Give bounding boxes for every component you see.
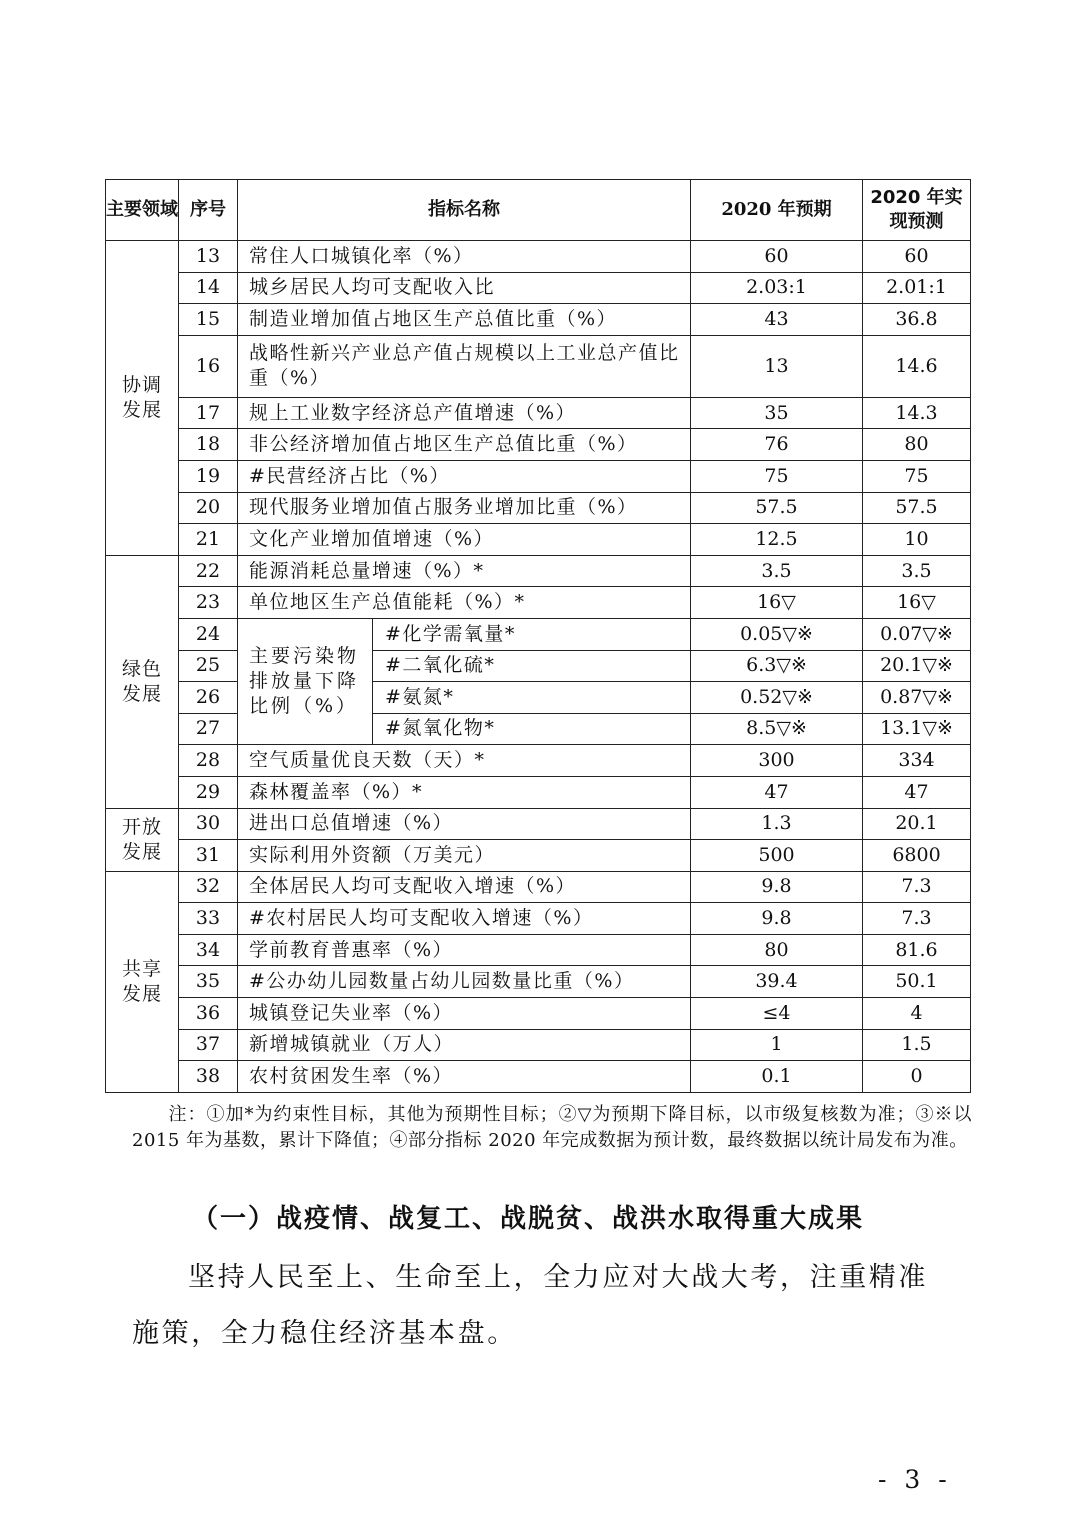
target-cell: 9.8 [691, 903, 863, 935]
seq-cell: 38 [179, 1061, 238, 1093]
target-cell: 57.5 [691, 492, 863, 524]
seq-cell: 34 [179, 934, 238, 966]
name-cell: 单位地区生产总值能耗（%）* [238, 587, 691, 619]
seq-cell: 23 [179, 587, 238, 619]
name-cell: 常住人口城镇化率（%） [238, 241, 691, 273]
table-row [106, 998, 971, 1030]
seq-cell: 27 [179, 713, 238, 745]
table-row [106, 808, 971, 840]
seq-cell: 20 [179, 492, 238, 524]
target-cell: 6.3▽※ [691, 650, 863, 682]
name-cell: 规上工业数字经济总产值增速（%） [238, 397, 691, 429]
seq-cell: 24 [179, 618, 238, 650]
name-cell: 全体居民人均可支配收入增速（%） [238, 871, 691, 903]
actual-cell: 60 [863, 241, 971, 273]
seq-cell: 31 [179, 840, 238, 872]
page-number: - 3 - [878, 1465, 952, 1494]
seq-cell: 25 [179, 650, 238, 682]
table-row [106, 241, 971, 273]
seq-cell: 18 [179, 429, 238, 461]
group-label-cell: 主要污染物排放量下降比例（%） [238, 618, 373, 744]
target-cell: 39.4 [691, 966, 863, 998]
target-cell: 80 [691, 934, 863, 966]
area-cell: 绿色发展 [106, 555, 179, 808]
table-row [106, 460, 971, 492]
actual-cell: 334 [863, 745, 971, 777]
target-cell: 0.05▽※ [691, 618, 863, 650]
target-cell: 12.5 [691, 524, 863, 556]
table-row [106, 776, 971, 808]
actual-cell: 75 [863, 460, 971, 492]
area-cell: 共享发展 [106, 871, 179, 1092]
name-cell: #二氧化硫* [373, 650, 691, 682]
table-row [106, 903, 971, 935]
target-cell: 500 [691, 840, 863, 872]
seq-cell: 14 [179, 272, 238, 304]
table-row [106, 1061, 971, 1093]
name-cell: 战略性新兴产业总产值占规模以上工业总产值比重（%） [238, 335, 691, 397]
actual-cell: 0 [863, 1061, 971, 1093]
actual-cell: 47 [863, 776, 971, 808]
table-row [106, 650, 971, 682]
actual-cell: 10 [863, 524, 971, 556]
actual-cell: 7.3 [863, 871, 971, 903]
name-cell: 新增城镇就业（万人） [238, 1029, 691, 1061]
target-cell: 13 [691, 335, 863, 397]
name-cell: 能源消耗总量增速（%）* [238, 555, 691, 587]
actual-cell: 50.1 [863, 966, 971, 998]
target-cell: 43 [691, 304, 863, 336]
target-cell: 35 [691, 397, 863, 429]
target-cell: 0.1 [691, 1061, 863, 1093]
name-cell: 城乡居民人均可支配收入比 [238, 272, 691, 304]
seq-cell: 19 [179, 460, 238, 492]
body-paragraph: 坚持人民至上、生命至上，全力应对大战大考，注重精准施策，全力稳住经济基本盘。 [132, 1262, 928, 1349]
table-row [106, 272, 971, 304]
target-cell: 60 [691, 241, 863, 273]
target-cell: 2.03:1 [691, 272, 863, 304]
name-cell: 农村贫困发生率（%） [238, 1061, 691, 1093]
name-cell: #氨氮* [373, 682, 691, 714]
seq-cell: 21 [179, 524, 238, 556]
seq-cell: 32 [179, 871, 238, 903]
table-row [106, 840, 971, 872]
target-cell: ≤4 [691, 998, 863, 1030]
table-row [106, 682, 971, 714]
seq-cell: 35 [179, 966, 238, 998]
table-row [106, 587, 971, 619]
section-heading: （一）战疫情、战复工、战脱贫、战洪水取得重大成果 [192, 1204, 865, 1234]
name-cell: 非公经济增加值占地区生产总值比重（%） [238, 429, 691, 461]
target-cell: 75 [691, 460, 863, 492]
area-cell: 协调发展 [106, 241, 179, 556]
seq-cell: 33 [179, 903, 238, 935]
seq-cell: 13 [179, 241, 238, 273]
actual-cell: 20.1▽※ [863, 650, 971, 682]
table-row [106, 934, 971, 966]
actual-cell: 6800 [863, 840, 971, 872]
actual-cell: 57.5 [863, 492, 971, 524]
header-name: 指标名称 [238, 180, 691, 241]
header-target: 2020 年预期 [691, 180, 863, 241]
name-cell: #氮氧化物* [373, 713, 691, 745]
actual-cell: 13.1▽※ [863, 713, 971, 745]
seq-cell: 16 [179, 335, 238, 397]
name-cell: 学前教育普惠率（%） [238, 934, 691, 966]
target-cell: 8.5▽※ [691, 713, 863, 745]
seq-cell: 30 [179, 808, 238, 840]
table-row [106, 618, 971, 650]
target-cell: 300 [691, 745, 863, 777]
name-cell: #公办幼儿园数量占幼儿园数量比重（%） [238, 966, 691, 998]
table-header-row [106, 180, 971, 241]
indicator-table [105, 179, 971, 1093]
header-seq: 序号 [179, 180, 238, 241]
name-cell: 森林覆盖率（%）* [238, 776, 691, 808]
table-row [106, 745, 971, 777]
table-row [106, 524, 971, 556]
area-cell: 开放发展 [106, 808, 179, 871]
actual-cell: 36.8 [863, 304, 971, 336]
table-row [106, 1029, 971, 1061]
table-row [106, 429, 971, 461]
table-row [106, 335, 971, 397]
actual-cell: 16▽ [863, 587, 971, 619]
table-row [106, 966, 971, 998]
seq-cell: 37 [179, 1029, 238, 1061]
name-cell: #化学需氧量* [373, 618, 691, 650]
actual-cell: 0.87▽※ [863, 682, 971, 714]
target-cell: 9.8 [691, 871, 863, 903]
table-row [106, 304, 971, 336]
actual-cell: 14.3 [863, 397, 971, 429]
name-cell: 文化产业增加值增速（%） [238, 524, 691, 556]
header-area: 主要领域 [106, 180, 179, 241]
table-row [106, 555, 971, 587]
actual-cell: 7.3 [863, 903, 971, 935]
name-cell: 现代服务业增加值占服务业增加比重（%） [238, 492, 691, 524]
actual-cell: 1.5 [863, 1029, 971, 1061]
table-row [106, 713, 971, 745]
seq-cell: 26 [179, 682, 238, 714]
target-cell: 76 [691, 429, 863, 461]
header-actual: 2020 年实现预测 [863, 180, 971, 241]
target-cell: 0.52▽※ [691, 682, 863, 714]
seq-cell: 22 [179, 555, 238, 587]
target-cell: 47 [691, 776, 863, 808]
actual-cell: 4 [863, 998, 971, 1030]
name-cell: 实际利用外资额（万美元） [238, 840, 691, 872]
name-cell: 空气质量优良天数（天）* [238, 745, 691, 777]
name-cell: 城镇登记失业率（%） [238, 998, 691, 1030]
actual-cell: 3.5 [863, 555, 971, 587]
actual-cell: 20.1 [863, 808, 971, 840]
name-cell: #农村居民人均可支配收入增速（%） [238, 903, 691, 935]
table-footnote: 注：①加*为约束性目标，其他为预期性目标；②▽为预期下降目标，以市级复核数为准；③※以 2015 年为基数，累计下降值；④部分指标 2020 年完成数据为预计数，最终数据以统计局发布为准。 [132, 1104, 972, 1152]
seq-cell: 15 [179, 304, 238, 336]
actual-cell: 80 [863, 429, 971, 461]
target-cell: 3.5 [691, 555, 863, 587]
actual-cell: 2.01:1 [863, 272, 971, 304]
name-cell: 制造业增加值占地区生产总值比重（%） [238, 304, 691, 336]
seq-cell: 28 [179, 745, 238, 777]
table-row [106, 492, 971, 524]
actual-cell: 14.6 [863, 335, 971, 397]
target-cell: 16▽ [691, 587, 863, 619]
target-cell: 1 [691, 1029, 863, 1061]
table-row [106, 397, 971, 429]
seq-cell: 17 [179, 397, 238, 429]
name-cell: #民营经济占比（%） [238, 460, 691, 492]
name-cell: 进出口总值增速（%） [238, 808, 691, 840]
seq-cell: 36 [179, 998, 238, 1030]
actual-cell: 0.07▽※ [863, 618, 971, 650]
table-row [106, 871, 971, 903]
target-cell: 1.3 [691, 808, 863, 840]
seq-cell: 29 [179, 776, 238, 808]
actual-cell: 81.6 [863, 934, 971, 966]
